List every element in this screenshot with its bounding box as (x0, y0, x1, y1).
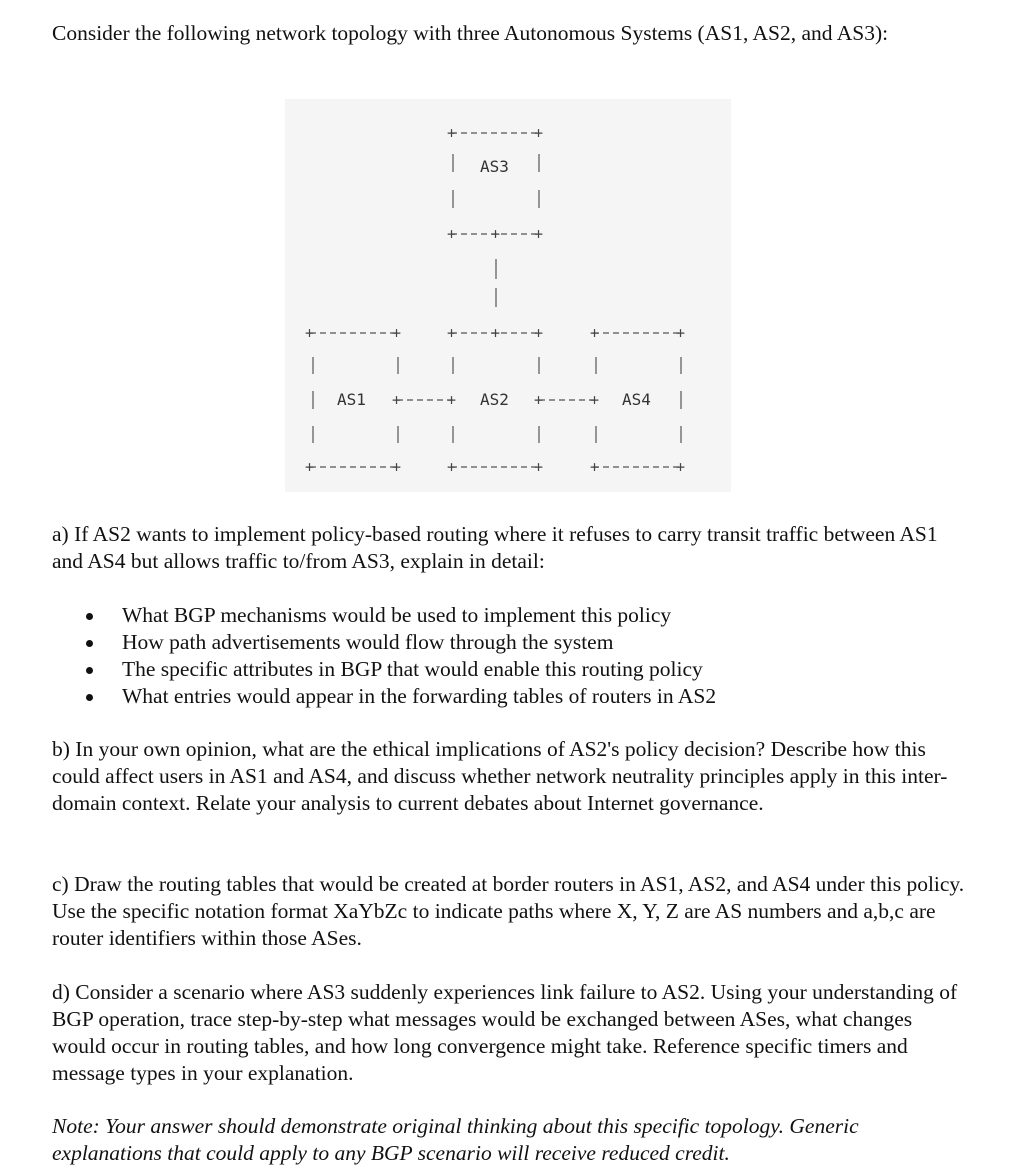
bullet-text: What BGP mechanisms would be used to implement this policy (122, 603, 672, 627)
svg-text:+: + (534, 458, 544, 476)
bullet-icon (86, 640, 93, 647)
svg-text:+: + (447, 458, 457, 476)
as3-box (447, 124, 543, 243)
svg-text:+: + (392, 391, 402, 409)
svg-text:+: + (590, 324, 600, 342)
as3-label: AS3 (480, 157, 509, 176)
svg-text:+: + (534, 391, 544, 409)
svg-text:+: + (534, 225, 544, 243)
svg-text:+: + (305, 324, 315, 342)
svg-text:+: + (590, 458, 600, 476)
svg-text:+: + (534, 324, 544, 342)
question-part-a: a) If AS2 wants to implement policy-based routing where it refuses to carry transit traffic between AS1 and AS4 but allows traffic to/from AS3, explain in detail: (52, 522, 938, 573)
topology-diagram (285, 99, 731, 492)
svg-text:+: + (447, 225, 457, 243)
svg-text:+: + (491, 324, 501, 342)
as2-as4-link (534, 391, 599, 409)
list-item (52, 629, 716, 656)
bullet-text: The specific attributes in BGP that would enable this routing policy (122, 657, 703, 681)
bullet-icon (86, 667, 93, 674)
question-part-c: c) Draw the routing tables that would be created at border routers in AS1, AS2, and AS4 under this policy. Use the specific notation format XaYbZc to indicate paths where X, Y, Z are AS numbers and a,b,c are router identifiers within those ASes. (52, 872, 965, 950)
list-item (52, 656, 716, 683)
bullet-icon (86, 613, 93, 620)
svg-text:+: + (447, 124, 457, 142)
note-paragraph: Note: Your answer should demonstrate original thinking about this specific topology. Generic explanations that could apply to any BGP scenario will receive reduced credit. (52, 1114, 859, 1165)
bullet-icon (86, 694, 93, 701)
svg-text:+: + (676, 324, 686, 342)
question-part-d: d) Consider a scenario where AS3 suddenly experiences link failure to AS2. Using your understanding of BGP operation, trace step-by-step what messages would be exchanged between ASes, what changes would occur in routing tables, and how long convergence might take. Reference specific timers and message types in your explanation. (52, 980, 958, 1085)
part-a-bullet-list (52, 602, 716, 710)
svg-text:+: + (305, 458, 315, 476)
svg-text:+: + (447, 324, 457, 342)
list-item (52, 602, 716, 629)
question-part-b: b) In your own opinion, what are the ethical implications of AS2's policy decision? Describe how this could affect users in AS1 and AS4, and discuss whether network neutrality principles apply in this inter-domain context. Relate your analysis to current debates about Internet governance. (52, 737, 948, 815)
svg-text:+: + (534, 124, 544, 142)
svg-text:+: + (491, 225, 501, 243)
as4-label: AS4 (622, 390, 651, 409)
svg-text:+: + (392, 324, 402, 342)
as2-label: AS2 (480, 390, 509, 409)
as1-label: AS1 (337, 390, 366, 409)
topology-diagram-svg (285, 99, 731, 492)
intro-paragraph: Consider the following network topology with three Autonomous Systems (AS1, AS2, and AS3): (52, 21, 889, 45)
svg-text:+: + (676, 458, 686, 476)
bullet-text: How path advertisements would flow through the system (122, 630, 614, 654)
bullet-text: What entries would appear in the forwarding tables of routers in AS2 (122, 684, 717, 708)
as1-as2-link (392, 391, 456, 409)
svg-text:+: + (392, 458, 402, 476)
list-item (52, 683, 716, 710)
svg-text:+: + (447, 391, 457, 409)
svg-text:+: + (590, 391, 600, 409)
